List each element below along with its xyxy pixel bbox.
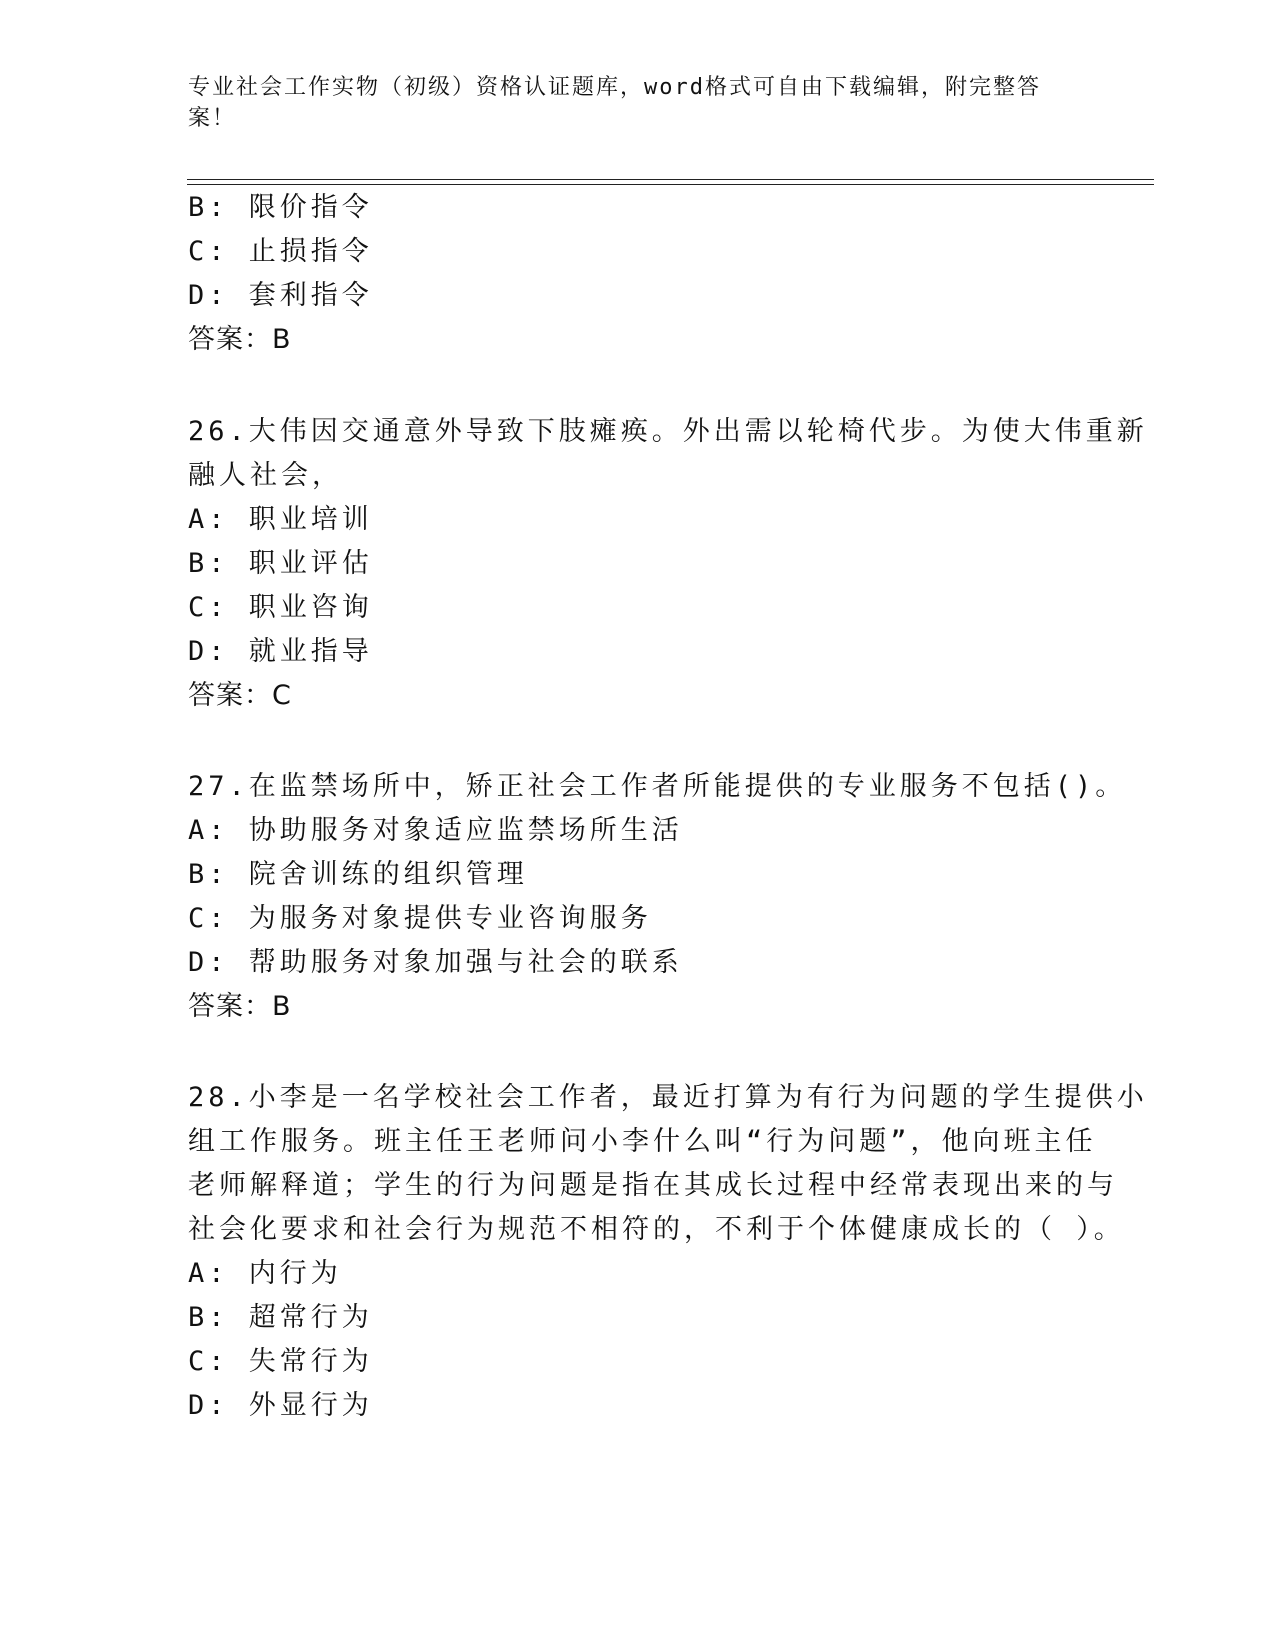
question-stem: 社会化要求和社会行为规范不相符的，不利于个体健康成长的（ ）。 [188, 1214, 1125, 1245]
option-text: 职业评估 [248, 548, 373, 579]
question-stem: 27.在监禁场所中，矫正社会工作者所能提供的专业服务不包括()。 [188, 771, 1127, 802]
option-text: 止损指令 [248, 236, 373, 267]
answer-line: 答案：B [188, 991, 292, 1022]
option-line [188, 502, 373, 538]
option-letter: C: [188, 236, 229, 267]
option-letter: C: [188, 903, 229, 934]
option-line [188, 546, 373, 582]
question-stem: 老师解释道；学生的行为问题是指在其成长过程中经常表现出来的与 [188, 1170, 1118, 1201]
question-stem: 28.小李是一名学校社会工作者，最近打算为有行为问题的学生提供小 [188, 1082, 1148, 1113]
answer-line: 答案：C [188, 680, 292, 711]
option-line [188, 901, 652, 937]
header-rule-top [187, 179, 1154, 180]
option-text: 帮助服务对象加强与社会的联系 [248, 947, 683, 978]
option-text: 内行为 [248, 1258, 342, 1289]
option-line [188, 234, 373, 270]
option-line [188, 1388, 373, 1424]
option-letter: A: [188, 1258, 229, 1289]
question-stem: 融人社会， [188, 460, 343, 491]
option-line [188, 590, 373, 626]
option-text: 协助服务对象适应监禁场所生活 [248, 815, 683, 846]
option-text: 外显行为 [248, 1390, 373, 1421]
option-line [188, 1256, 342, 1292]
option-letter: D: [188, 636, 229, 667]
option-text: 为服务对象提供专业咨询服务 [248, 903, 652, 934]
option-line [188, 634, 373, 670]
option-letter: D: [188, 947, 229, 978]
option-text: 院舍训练的组织管理 [248, 859, 528, 890]
option-line [188, 945, 683, 981]
option-letter: B: [188, 192, 229, 223]
option-text: 套利指令 [248, 280, 373, 311]
option-letter: B: [188, 1302, 229, 1333]
option-line [188, 1300, 373, 1336]
option-text: 失常行为 [248, 1346, 373, 1377]
option-letter: B: [188, 859, 229, 890]
option-text: 限价指令 [248, 192, 373, 223]
option-line [188, 813, 683, 849]
option-text: 超常行为 [248, 1302, 373, 1333]
answer-line: 答案：B [188, 324, 292, 355]
option-line [188, 1344, 373, 1380]
option-line [188, 278, 373, 314]
question-stem: 组工作服务。班主任王老师问小李什么叫“行为问题”，他向班主任 [188, 1126, 1097, 1157]
question-stem: 26.大伟因交通意外导致下肢瘫痪。外出需以轮椅代步。为使大伟重新 [188, 416, 1148, 447]
option-text: 就业指导 [248, 636, 373, 667]
option-text: 职业培训 [248, 504, 373, 535]
option-letter: D: [188, 280, 229, 311]
page-header: 专业社会工作实物（初级）资格认证题库，word格式可自由下载编辑，附完整答案！ [188, 75, 1041, 131]
option-letter: C: [188, 592, 229, 623]
option-letter: D: [188, 1390, 229, 1421]
option-line [188, 857, 528, 893]
option-letter: C: [188, 1346, 229, 1377]
option-letter: A: [188, 815, 229, 846]
header-rule-bottom [187, 184, 1154, 185]
option-letter: A: [188, 504, 229, 535]
option-text: 职业咨询 [248, 592, 373, 623]
option-line [188, 190, 373, 226]
option-letter: B: [188, 548, 229, 579]
